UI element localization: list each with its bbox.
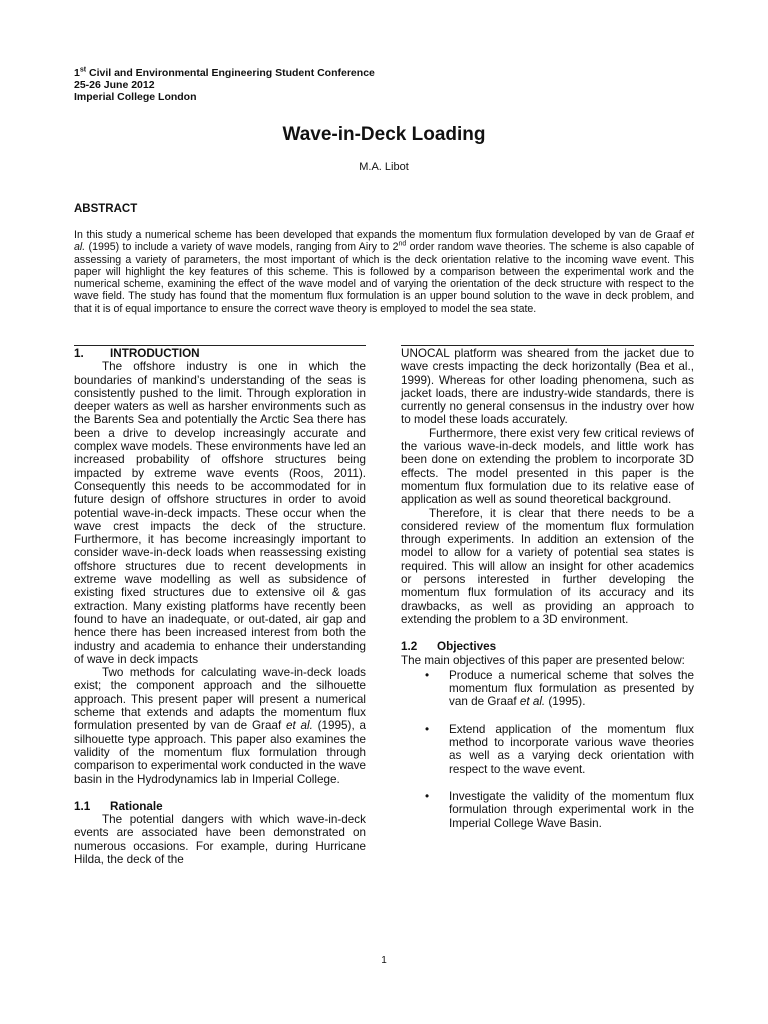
- intro-paragraph-2: Two methods for calculating wave-in-deck loads exist; the component approach and the silhouette approach. This present paper will present a numerical scheme that extends and adapts the momentum flux formulation presented by van de Graaf et al. (1995), a silhouette type approach. This paper also examines the validity of the momentum flux formulation through comparison to experimental work conducted in the wave basin in the Hydrodynamics lab in Imperial College.: [74, 666, 366, 786]
- objective-item: • Investigate the validity of the momentum flux formulation through experimental work in the Imperial College Wave Basin.: [425, 789, 694, 830]
- paper-title: Wave-in-Deck Loading: [282, 124, 486, 145]
- abstract-text: In this study a numerical scheme has been developed that expands the momentum flux formulation developed by van de Graaf et al. (1995) to include a variety of wave models, ranging from Airy to 2nd order random wave theories. The scheme is also capable of assessing a variety of parameters, the most important of which is the deck orientation relative to the incoming wave event. This paper will highlight the key features of this scheme. This is followed by a comparison between the experimental work and the numerical scheme, examining the effect of the wave model and of varying the orientation of the deck structure with respect to the wave field. The study has found that the momentum flux formulation is an upper bound solution to the wave in deck problem, and that it is of equal importance to ensure the correct wave theory is employed to model the sea state.: [74, 229, 694, 315]
- bullet-icon: •: [425, 789, 430, 803]
- left-column: [74, 345, 366, 866]
- objective-item: • Produce a numerical scheme that solves the momentum flux formulation as presented by van de Graaf et al. (1995).: [425, 668, 694, 709]
- objectives-intro: The main objectives of this paper are presented below:: [401, 653, 685, 667]
- conference-header: [74, 67, 375, 103]
- conference-dates: 25-26 June 2012: [74, 79, 155, 91]
- intro-heading: 1. INTRODUCTION: [74, 347, 200, 360]
- abstract-heading: ABSTRACT: [74, 203, 138, 215]
- objective-item: • Extend application of the momentum flux method to incorporate various wave theories as well as a varying deck orientation with respect to the wave event.: [425, 722, 694, 776]
- objectives-heading: 1.2 Objectives: [401, 640, 497, 654]
- rationale-paragraph-3: Therefore, it is clear that there needs to be a considered review of the momentum flux formulation through experiments. In addition an extension of the model to allow for a variety of potential sea states is required. This will allow an insight for other academics or persons interested in further developing the momentum flux formulation of its accuracy and its drawbacks, as well as providing an approach to extending the problem to a 3D environment.: [401, 506, 694, 626]
- bullet-icon: •: [425, 722, 430, 736]
- page-number: 1: [381, 955, 387, 966]
- paper-author: M.A. Libot: [359, 161, 409, 173]
- conference-name: 1st Civil and Environmental Engineering Student Conference: [74, 66, 375, 79]
- rationale-paragraph-1: The potential dangers with which wave-in-deck events are associated have been demonstrated on numerous occasions. For example, during Hurricane Hilda, the deck of the: [74, 813, 366, 866]
- right-column: [401, 345, 694, 844]
- conference-venue: Imperial College London: [74, 91, 197, 103]
- bullet-icon: •: [425, 668, 430, 682]
- rationale-paragraph-2: Furthermore, there exist very few critical reviews of the various wave-in-deck models, and little work has been done on extending the problem to incorporate 3D effects. The model presented in this paper is the momentum flux formulation due to its relative ease of application as well as sound theoretical background.: [401, 426, 694, 507]
- objectives-list: [401, 669, 694, 830]
- rationale-heading: 1.1 Rationale: [74, 799, 163, 813]
- rationale-paragraph-1-continued: UNOCAL platform was sheared from the jacket due to wave crests impacting the deck horizontally (Bea et al., 1999). Whereas for other loading phenomena, such as jacket loads, there are industry-wide standards, there is currently no general consensus in the industry over how to model these loads accurately.: [401, 347, 694, 427]
- intro-paragraph-1: The offshore industry is one in which the boundaries of mankind’s understanding of the seas is consistently pushed to the limit. Through exploration in deeper waters as well as harsher environments such as the Barents Sea and potentially the Arctic Sea there has been a drive to develop increasingly accurate and complex wave models. These environments have led an increased probability of offshore structures being impacted by extreme wave events (Roos, 2011). Consequently this needs to be accommodated for in future design of offshore structures in order to avoid potential wave-in-deck impacts. These occur when the wave crest impacts the deck of the structure. Furthermore, it has become increasingly important to consider wave-in-deck loads when reassessing existing offshore structures due to recent developments in extreme wave modelling as well as subsidence of existing fixed structures due to extensive oil & gas extraction. Many existing platforms have recently been found to have an inadequate, or out-dated, air gap and hence there has been increased interest from both the industry and academia to enhance their understanding of wave in deck impacts: [74, 360, 366, 666]
